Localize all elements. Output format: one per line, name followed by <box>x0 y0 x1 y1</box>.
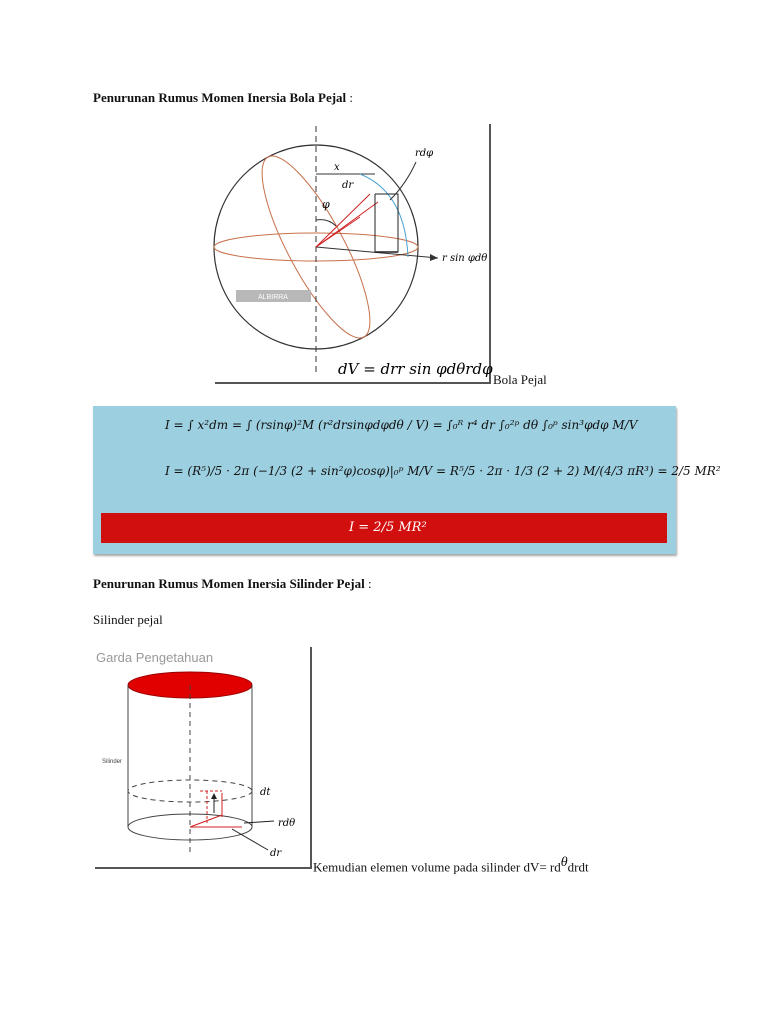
sphere-caption: Bola Pejal <box>493 372 547 387</box>
label-rdtheta: rdθ <box>278 818 296 829</box>
label-rsin: r sin φdθ <box>442 253 488 264</box>
formula-box <box>93 406 721 554</box>
label-dV: dV = drr sin φdθrdφ <box>338 360 493 378</box>
brand-watermark: Garda Pengetahuan <box>96 650 214 665</box>
section2-suffix: : <box>364 576 372 591</box>
label-phi: φ <box>322 198 330 211</box>
section1-suffix: : <box>346 90 354 105</box>
section1-heading <box>93 90 353 106</box>
label-dt: dt <box>260 787 271 798</box>
caption-prefix: Kemudian elemen volume pada silinder dV= rd <box>313 859 561 875</box>
formula-line-1: I = ∫ x²dm = ∫ (rsinφ)²M (r²drsinφdφdθ / V) = ∫₀ᴿ r⁴ dr ∫₀²ᵖ dθ ∫₀ᵖ sin³φdφ M/V <box>165 418 638 432</box>
section1-title: Penurunan Rumus Momen Inersia Bola Pejal <box>93 90 347 105</box>
caption-theta: θ <box>560 855 568 870</box>
watermark-text: ALBIRRA <box>258 294 288 301</box>
cylinder-caption <box>313 855 589 875</box>
result-bar <box>101 513 667 543</box>
formula-line-2: I = (R⁵)/5 · 2π (−1/3 (2 + sin²φ)cosφ)|₀ᵖ M/V = R⁵/5 · 2π · 1/3 (2 + 2) M/(4/3 πR³) = 2/5 MR² <box>165 464 721 478</box>
label-dr-cyl: dr <box>270 848 282 859</box>
cylinder-figure <box>92 645 314 871</box>
label-x: x <box>334 162 340 173</box>
result-formula: I = 2/5 MR² <box>349 520 427 535</box>
label-silinder: Silinder <box>102 759 123 765</box>
section2-title: Penurunan Rumus Momen Inersia Silinder Pejal <box>93 576 365 591</box>
sphere-figure <box>210 122 495 386</box>
caption-suffix: drdt <box>567 859 589 875</box>
section2-subtitle: Silinder pejal <box>93 612 163 627</box>
label-rdphi: rdφ <box>415 148 434 159</box>
section2-heading <box>93 576 372 592</box>
label-dr: dr <box>342 180 354 191</box>
